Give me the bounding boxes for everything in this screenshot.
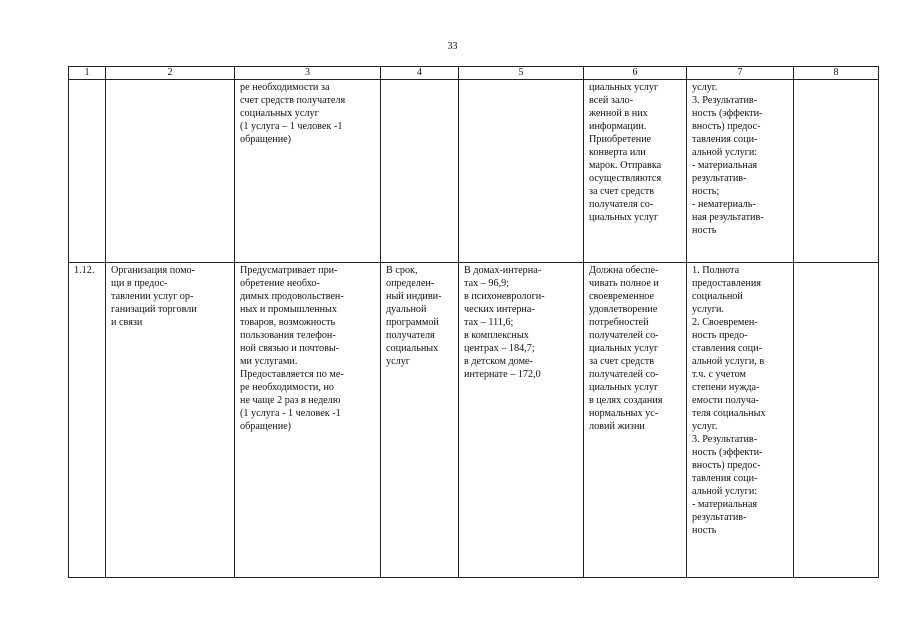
row-number-cell: 1.12. [69,263,106,578]
extra-cell [794,263,879,578]
header-cell: 1 [69,67,106,80]
header-cell: 8 [794,67,879,80]
service-rate-cell [459,80,584,263]
table-row [69,80,879,263]
header-cell: 2 [106,67,235,80]
service-term-cell: В срок, определен- ный индиви- дуальной программой получателя социальных услуг [381,263,459,578]
header-cell: 4 [381,67,459,80]
service-description-cell: Предусматривает при- обретение необхо- димых продовольствен- ных и промышленных товаров, возможность пользования телефон- ной связью и почтовы- ми услугами. Предоставляется по ме- ре необходимости, но не чаще 2 раз в неделю (1 услуга - 1 человек -1 обращение) [235,263,381,578]
header-cell: 6 [584,67,687,80]
services-table [68,66,879,578]
service-name-cell [106,80,235,263]
service-conditions-cell: Должна обеспе- чивать полное и своевременное удовлетворение потребностей получателей со- циальных услуг за счет средств получателей со- циальных услуг в целях создания нормальных ус- ловий жизни [584,263,687,578]
extra-cell [794,80,879,263]
service-rate-cell: В домах-интерна- тах – 96,9; в психоневрологи- ческих интерна- тах – 111,6; в комплексных центрах – 184,7; в детском доме- интернате – 172,0 [459,263,584,578]
header-row [69,67,879,80]
service-name-cell: Организация помо- щи в предос- тавлении услуг ор- ганизаций торговли и связи [106,263,235,578]
table-row [69,263,879,578]
service-indicators-cell: 1. Полнота предоставления социальной услуги. 2. Своевремен- ность предо- ставления соци- альной услуги, в т.ч. с учетом степени нужда- емости получа- теля социальных услуг. 3. Результатив- ность (эффекти- вность) предос- тавления соци- альной услуги: - материальная результатив- ность [687,263,794,578]
header-cell: 3 [235,67,381,80]
service-conditions-cell: циальных услуг всей зало- женной в них информации. Приобретение конверта или марок. Отправка осуществляются за счет средств получателя со- циальных услуг [584,80,687,263]
service-term-cell [381,80,459,263]
header-cell: 7 [687,67,794,80]
header-cell: 5 [459,67,584,80]
service-indicators-cell: услуг. 3. Результатив- ность (эффекти- вность) предос- тавления соци- альной услуги: - материальная результатив- ность; - нематериаль- ная результатив- ность [687,80,794,263]
page-number: 33 [447,41,458,52]
row-number-cell [69,80,106,263]
service-description-cell: ре необходимости за счет средств получателя социальных услуг (1 услуга – 1 человек -1 обращение) [235,80,381,263]
